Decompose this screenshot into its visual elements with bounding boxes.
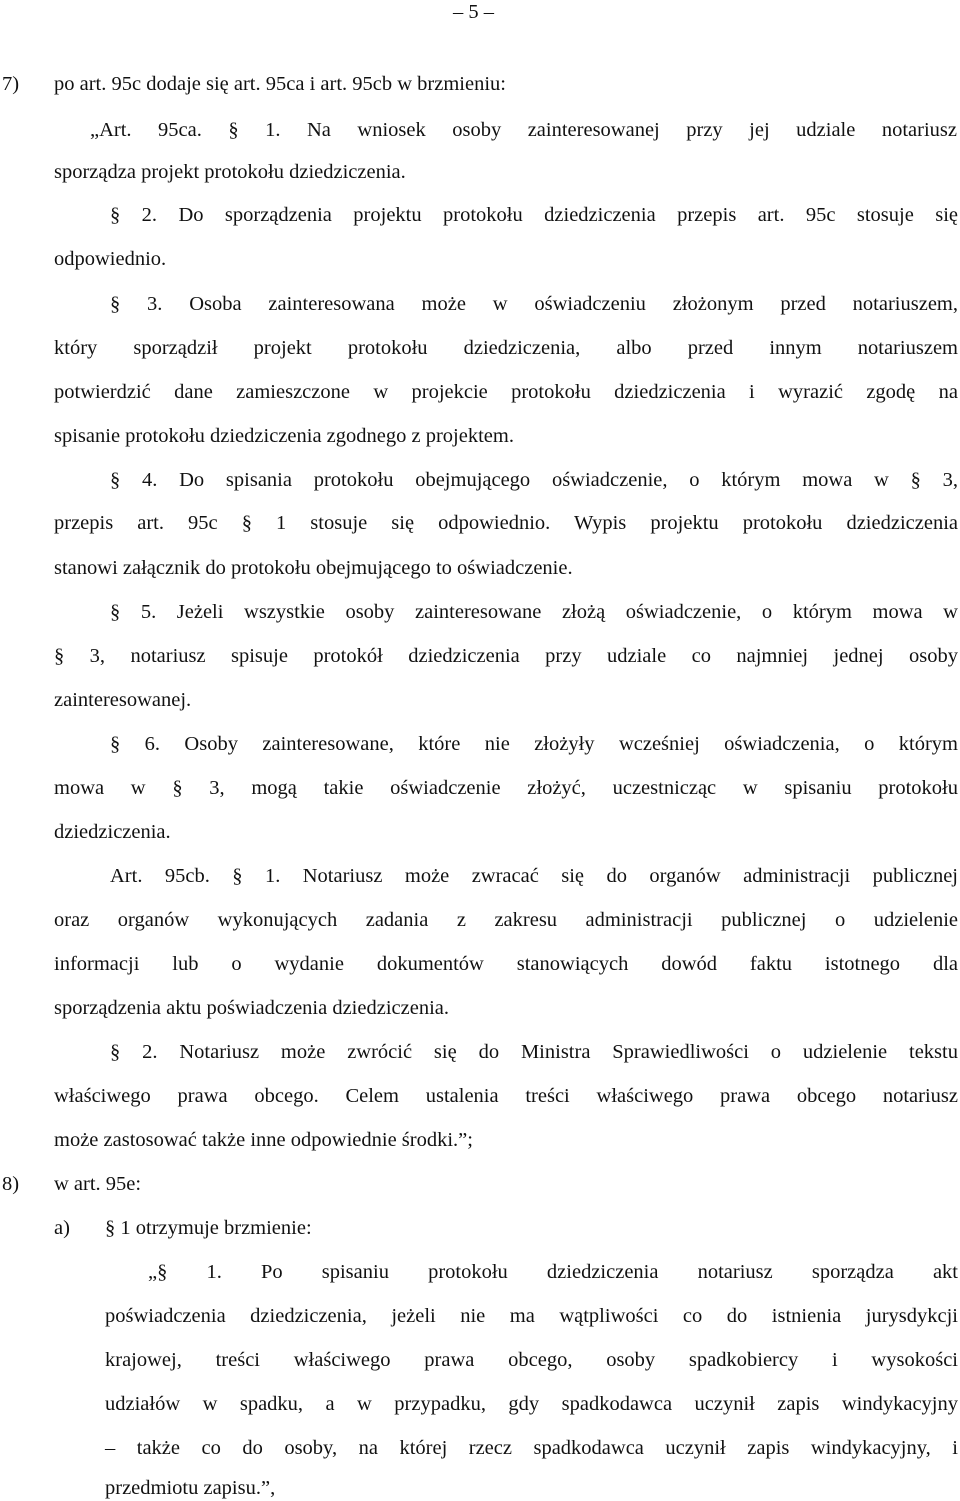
text-line: krajowej, treści właściwego prawa obcego, osoby spadkobiercy i wysokości xyxy=(105,1349,958,1371)
text-line: informacji lub o wydanie dokumentów stanowiących dowód faktu istotnego dla xyxy=(54,953,958,975)
text-line: sporządza projekt protokołu dziedziczenia. xyxy=(54,161,406,183)
list-marker-a: a) xyxy=(54,1217,70,1239)
list-marker-8: 8) xyxy=(2,1173,20,1195)
page-number: – 5 – xyxy=(453,1,494,23)
text-line: przepis art. 95c § 1 stosuje się odpowiednio. Wypis projektu protokołu dziedziczenia xyxy=(54,512,958,534)
text-line: dziedziczenia. xyxy=(54,821,171,843)
text-line: właściwego prawa obcego. Celem ustalenia treści właściwego prawa obcego notariusz xyxy=(54,1085,958,1107)
text-line: § 1 otrzymuje brzmienie: xyxy=(105,1217,312,1239)
list-marker-7: 7) xyxy=(2,73,20,95)
text-line: „Art. 95ca. § 1. Na wniosek osoby zainteresowanej przy jej udziale notariusz xyxy=(90,119,957,141)
text-line: stanowi załącznik do protokołu obejmującego to oświadczenie. xyxy=(54,557,573,579)
text-line: § 6. Osoby zainteresowane, które nie złożyły wcześniej oświadczenia, o którym xyxy=(110,733,958,755)
text-line: – także co do osoby, na której rzecz spadkodawca uczynił zapis windykacyjny, i xyxy=(105,1437,958,1459)
text-line: w art. 95e: xyxy=(54,1173,142,1195)
text-line: po art. 95c dodaje się art. 95ca i art. 95cb w brzmieniu: xyxy=(54,73,506,95)
text-line: § 3. Osoba zainteresowana może w oświadczeniu złożonym przed notariuszem, xyxy=(110,293,958,315)
text-line: poświadczenia dziedziczenia, jeżeli nie ma wątpliwości co do istnienia jurysdykcji xyxy=(105,1305,958,1327)
text-line: zainteresowanej. xyxy=(54,689,192,711)
text-line: przedmiotu zapisu.”, xyxy=(105,1477,276,1499)
text-line: sporządzenia aktu poświadczenia dziedziczenia. xyxy=(54,997,449,1019)
text-line: § 2. Do sporządzenia projektu protokołu dziedziczenia przepis art. 95c stosuje się xyxy=(110,204,958,226)
text-line: § 4. Do spisania protokołu obejmującego oświadczenie, o którym mowa w § 3, xyxy=(110,469,958,491)
text-line: Art. 95cb. § 1. Notariusz może zwracać się do organów administracji publicznej xyxy=(110,865,958,887)
text-line: „§ 1. Po spisaniu protokołu dziedziczenia notariusz sporządza akt xyxy=(148,1261,958,1283)
text-line: § 2. Notariusz może zwrócić się do Ministra Sprawiedliwości o udzielenie tekstu xyxy=(110,1041,958,1063)
text-line: § 3, notariusz spisuje protokół dziedziczenia przy udziale co najmniej jednej osoby xyxy=(54,645,958,667)
text-line: oraz organów wykonujących zadania z zakresu administracji publicznej o udzielenie xyxy=(54,909,958,931)
text-line: § 5. Jeżeli wszystkie osoby zainteresowane złożą oświadczenie, o którym mowa w xyxy=(110,601,958,623)
text-line: mowa w § 3, mogą takie oświadczenie złożyć, uczestnicząc w spisaniu protokołu xyxy=(54,777,958,799)
text-line: spisanie protokołu dziedziczenia zgodnego z projektem. xyxy=(54,425,514,447)
text-line: udziałów w spadku, a w przypadku, gdy spadkodawca uczynił zapis windykacyjny xyxy=(105,1393,958,1415)
text-line: potwierdzić dane zamieszczone w projekcie protokołu dziedziczenia i wyrazić zgodę na xyxy=(54,381,958,403)
text-line: który sporządził projekt protokołu dziedziczenia, albo przed innym notariuszem xyxy=(54,337,958,359)
text-line: może zastosować także inne odpowiednie środki.”; xyxy=(54,1129,473,1151)
text-line: odpowiednio. xyxy=(54,248,167,270)
